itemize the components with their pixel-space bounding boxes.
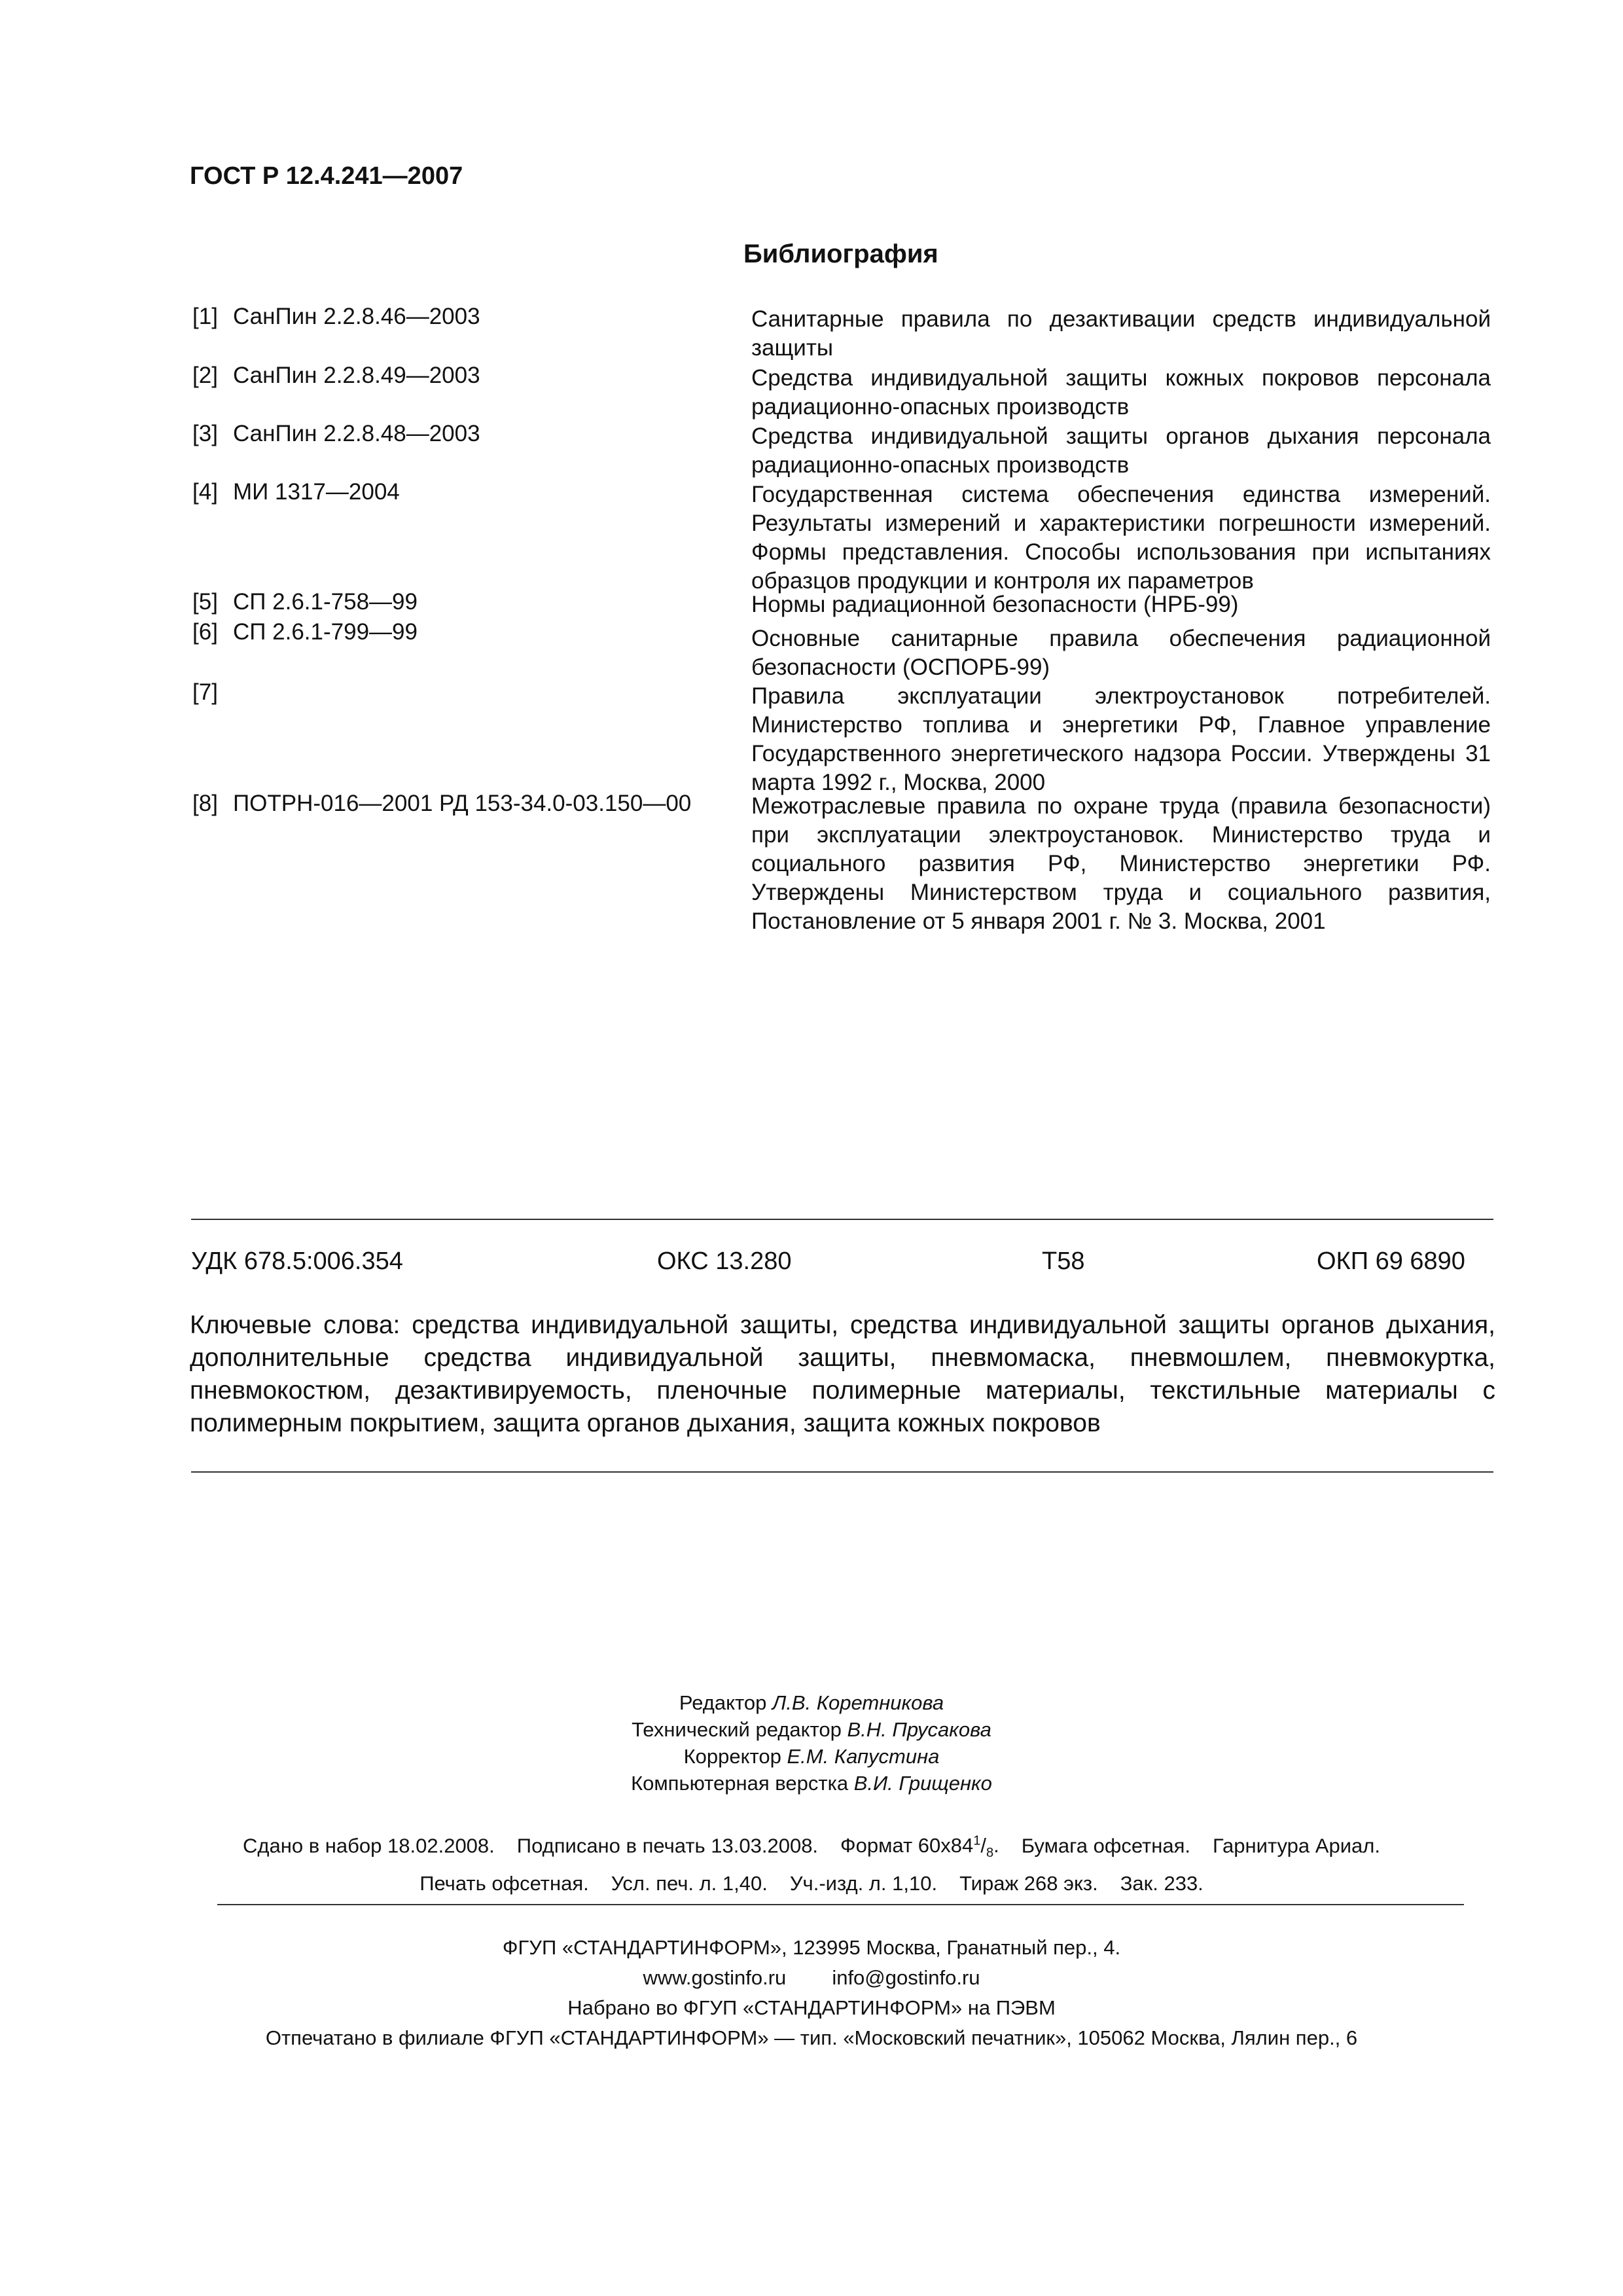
entry-description: Нормы радиационной безопасности (НРБ-99): [751, 592, 1239, 617]
usl-info: Усл. печ. л. 1,40.: [611, 1871, 768, 1895]
entry-number: [5]: [192, 589, 218, 615]
format-info: Формат $60х84^1/_8$.: [840, 1834, 999, 1861]
entry-description: Межотраслевые правила по охране труда (правила безопасности) при эксплуатации электроустановок. Министерство труда и социального развития РФ, Министерство энергетики РФ. Утверждены Министерством труда и социального развития, Постановление от 5 января 2001 г. № 3. Москва, 2001: [751, 793, 1491, 934]
signed-date: Подписано в печать 13.03.2008.: [516, 1834, 819, 1857]
entry-description: Санитарные правила по дезактивации средств индивидуальной защиты: [751, 306, 1491, 361]
submitted-date: Сдано в набор 18.02.2008.: [243, 1834, 495, 1857]
entry-number: [8]: [192, 791, 218, 816]
publishing-line-1: [0, 1826, 1623, 1869]
contacts-line: [0, 1963, 1623, 1993]
print-type: Печать офсетная.: [419, 1871, 589, 1895]
credit-role: Редактор: [679, 1691, 767, 1714]
credit-role: Технический редактор: [632, 1718, 842, 1741]
entry-reference: МИ 1317—2004: [233, 479, 400, 505]
entry-description: Основные санитарные правила обеспечения радиационной безопасности (ОСПОРБ-99): [751, 626, 1491, 680]
entry-number: [4]: [192, 479, 218, 505]
footer-block: [0, 1933, 1623, 2053]
entry-number: [7]: [192, 679, 218, 705]
typeset-info: Набрано во ФГУП «СТАНДАРТИНФОРМ» на ПЭВМ: [567, 1996, 1056, 2019]
credit-name: Л.В. Коретникова: [772, 1691, 944, 1714]
entry-reference: СП 2.6.1-758—99: [233, 589, 418, 615]
okp-code: ОКП 69 6890: [1317, 1247, 1465, 1275]
entry-description: Правила эксплуатации электроустановок потребителей. Министерство топлива и энергетики РФ, Главное управление Государственного энергетического надзора России. Утверждены 31 марта 1992 г., Москва, 2000: [751, 683, 1491, 795]
uch-info: Уч.-изд. л. 1,10.: [789, 1871, 938, 1895]
divider-keywords: [191, 1471, 1493, 1473]
entry-number: [1]: [192, 304, 218, 329]
entry-reference: СанПин 2.2.8.46—2003: [233, 304, 480, 329]
typeface-info: Гарнитура Ариал.: [1213, 1834, 1380, 1857]
credit-role: Компьютерная верстка: [631, 1772, 849, 1795]
bibliography-title: Библиография: [743, 240, 938, 268]
credit-line: [0, 1770, 1623, 1797]
credit-line: [0, 1689, 1623, 1716]
entry-description: Государственная система обеспечения единства измерений. Результаты измерений и характеристики погрешности измерений. Формы представления. Способы использования при испытаниях образцов продукции и контроля их параметров: [751, 482, 1491, 594]
document-id: ГОСТ Р 12.4.241—2007: [190, 162, 463, 190]
publishing-line-2: [0, 1869, 1623, 1899]
credit-role: Корректор: [683, 1745, 781, 1768]
oks-code: ОКС 13.280: [657, 1247, 792, 1275]
org-address: ФГУП «СТАНДАРТИНФОРМ», 123995 Москва, Гранатный пер., 4.: [502, 1936, 1121, 1959]
email-link[interactable]: info@gostinfo.ru: [832, 1966, 980, 1989]
keywords-paragraph: Ключевые слова: средства индивидуальной защиты, средства индивидуальной защиты органов дыхания, дополнительные средства индивидуальной защиты, пневмомаска, пневмошлем, пневмокуртка, пневмокостюм, дезактивируемость, пленочные полимерные материалы, текстильные материалы с полимерным покрытием, защита органов дыхания, защита кожных покровов: [190, 1311, 1495, 1437]
entry-reference: ПОТРН-016—2001 РД 153-34.0-03.150—00: [233, 791, 692, 816]
entry-number: [2]: [192, 363, 218, 388]
credit-name: В.И. Грищенко: [853, 1772, 992, 1795]
credit-line: [0, 1716, 1623, 1743]
entry-description: Средства индивидуальной защиты кожных покровов персонала радиационно-опасных производств: [751, 365, 1491, 420]
divider-top: [191, 1219, 1493, 1220]
udk-code: УДК 678.5:006.354: [191, 1247, 403, 1275]
entry-description: Средства индивидуальной защиты органов дыхания персонала радиационно-опасных производств: [751, 423, 1491, 478]
credit-name: В.Н. Прусакова: [847, 1718, 991, 1741]
entry-number: [3]: [192, 421, 218, 446]
t-code: Т58: [1042, 1247, 1085, 1275]
credit-line: [0, 1743, 1623, 1770]
paper-info: Бумага офсетная.: [1021, 1834, 1191, 1857]
credit-name: Е.М. Капустина: [787, 1745, 940, 1768]
credits-block: [0, 1689, 1623, 1797]
entry-reference: СП 2.6.1-799—99: [233, 619, 418, 645]
order-info: Зак. 233.: [1120, 1871, 1204, 1895]
entry-reference: СанПин 2.2.8.48—2003: [233, 421, 480, 446]
publishing-info: [0, 1826, 1623, 1899]
entry-reference: СанПин 2.2.8.49—2003: [233, 363, 480, 388]
entry-number: [6]: [192, 619, 218, 645]
tirazh-info: Тираж 268 экз.: [959, 1871, 1098, 1895]
website-link[interactable]: www.gostinfo.ru: [643, 1966, 787, 1989]
printed-info: Отпечатано в филиале ФГУП «СТАНДАРТИНФОРМ» — тип. «Московский печатник», 105062 Москва, Лялин пер., 6: [265, 2026, 1358, 2049]
divider-footer: [217, 1904, 1464, 1905]
